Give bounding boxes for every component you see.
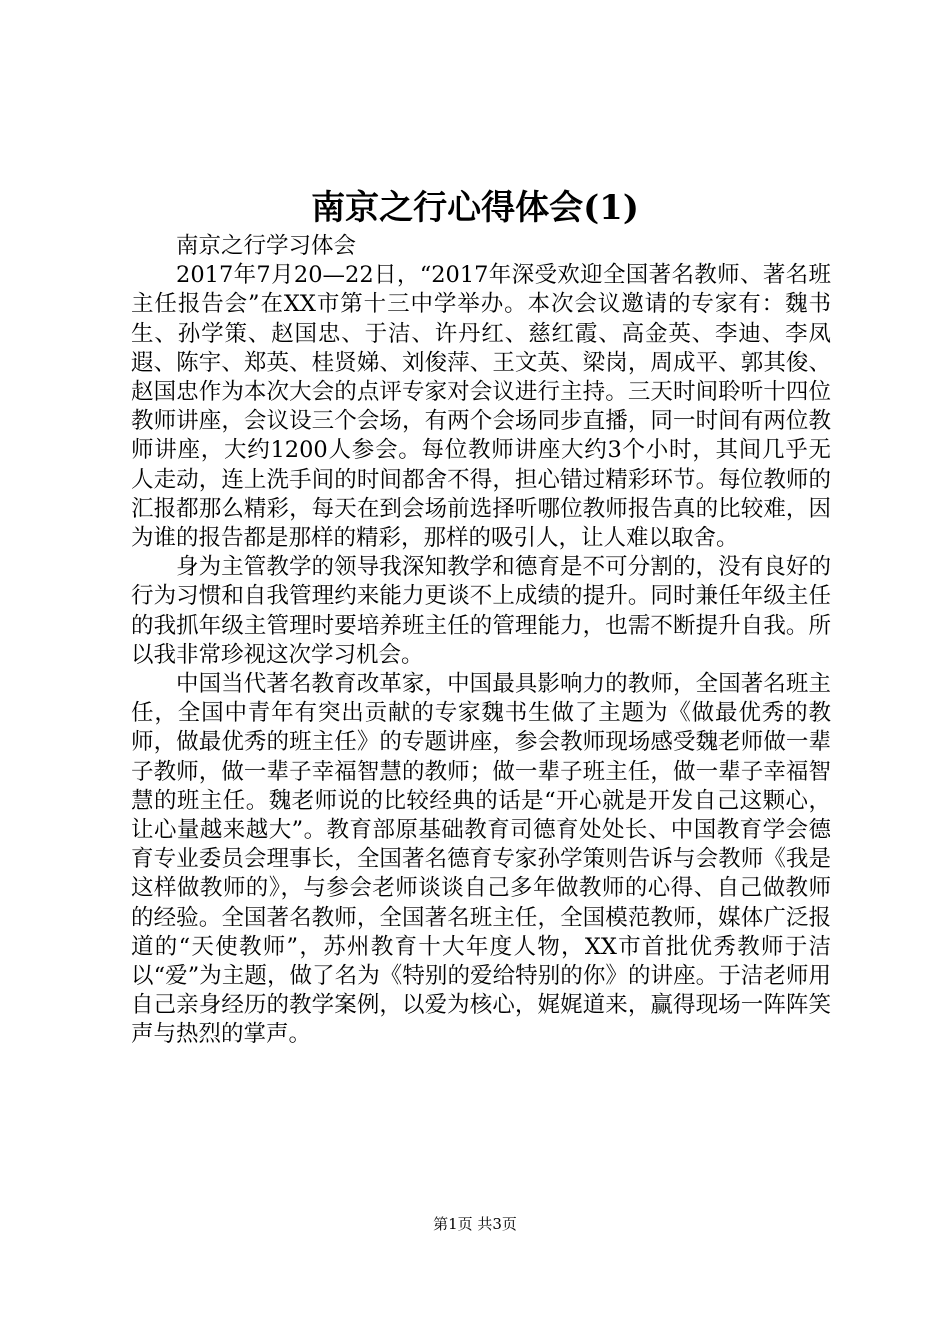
paragraph: 中国当代著名教育改革家，中国最具影响力的教师，全国著名班主任，全国中青年有突出贡献的专家魏书生做了主题为《做最优秀的教师，做最优秀的班主任》的专题讲座，参会教师现场感受魏老师做一辈子教师，做一辈子幸福智慧的教师；做一辈子班主任，做一辈子幸福智慧的班主任。魏老师说的比较经典的话是“开心就是开发自己这颗心，让心量越来越大”。教育部原基础教育司德育处处长、中国教育学会德育专业委员会理事长，全国著名德育专家孙学策则告诉与会教师《我是这样做教师的》，与参会老师谈谈自己多年做教师的心得、自己做教师的经验。全国著名教师，全国著名班主任，全国模范教师，媒体广泛报道的“天使教师”，苏州教育十大年度人物，XX市首批优秀教师于洁以“爱”为主题，做了名为《特别的爱给特别的你》的讲座。于洁老师用自己亲身经历的教学案例，以爱为核心，娓娓道来，赢得现场一阵阵笑声与热烈的掌声。 [131, 671, 831, 1048]
page-number-footer: 第1页 共3页 [433, 1215, 517, 1233]
document-body [131, 232, 831, 1050]
paragraph-subtitle: 南京之行学习体会 [176, 233, 357, 259]
paragraph: 2017年7月20—22日，“2017年深受欢迎全国著名教师、著名班主任报告会”在XX市第十三中学举办。本次会议邀请的专家有：魏书生、孙学策、赵国忠、于洁、许丹红、慈红霞、高金英、李迪、李凤遐、陈宇、郑英、桂贤娣、刘俊萍、王文英、梁岗，周成平、郭其俊、赵国忠作为本次大会的点评专家对会议进行主持。三天时间聆听十四位教师讲座，会议设三个会场，有两个会场同步直播，同一时间有两位教师讲座，大约1200人参会。每位教师讲座大约3个小时，其间几乎无人走动，连上洗手间的时间都舍不得，担心错过精彩环节。每位教师的汇报都那么精彩，每天在到会场前选择听哪位教师报告真的比较难，因为谁的报告都是那样的精彩，那样的吸引人，让人难以取舍。 [131, 262, 831, 552]
document-title: 南京之行心得体会(1) [311, 188, 639, 228]
paragraph: 身为主管教学的领导我深知教学和德育是不可分割的，没有良好的行为习惯和自我管理约来能力更谈不上成绩的提升。同时兼任年级主任的我抓年级主管理时要培养班主任的管理能力，也需不断提升自我。所以我非常珍视这次学习机会。 [131, 554, 831, 668]
